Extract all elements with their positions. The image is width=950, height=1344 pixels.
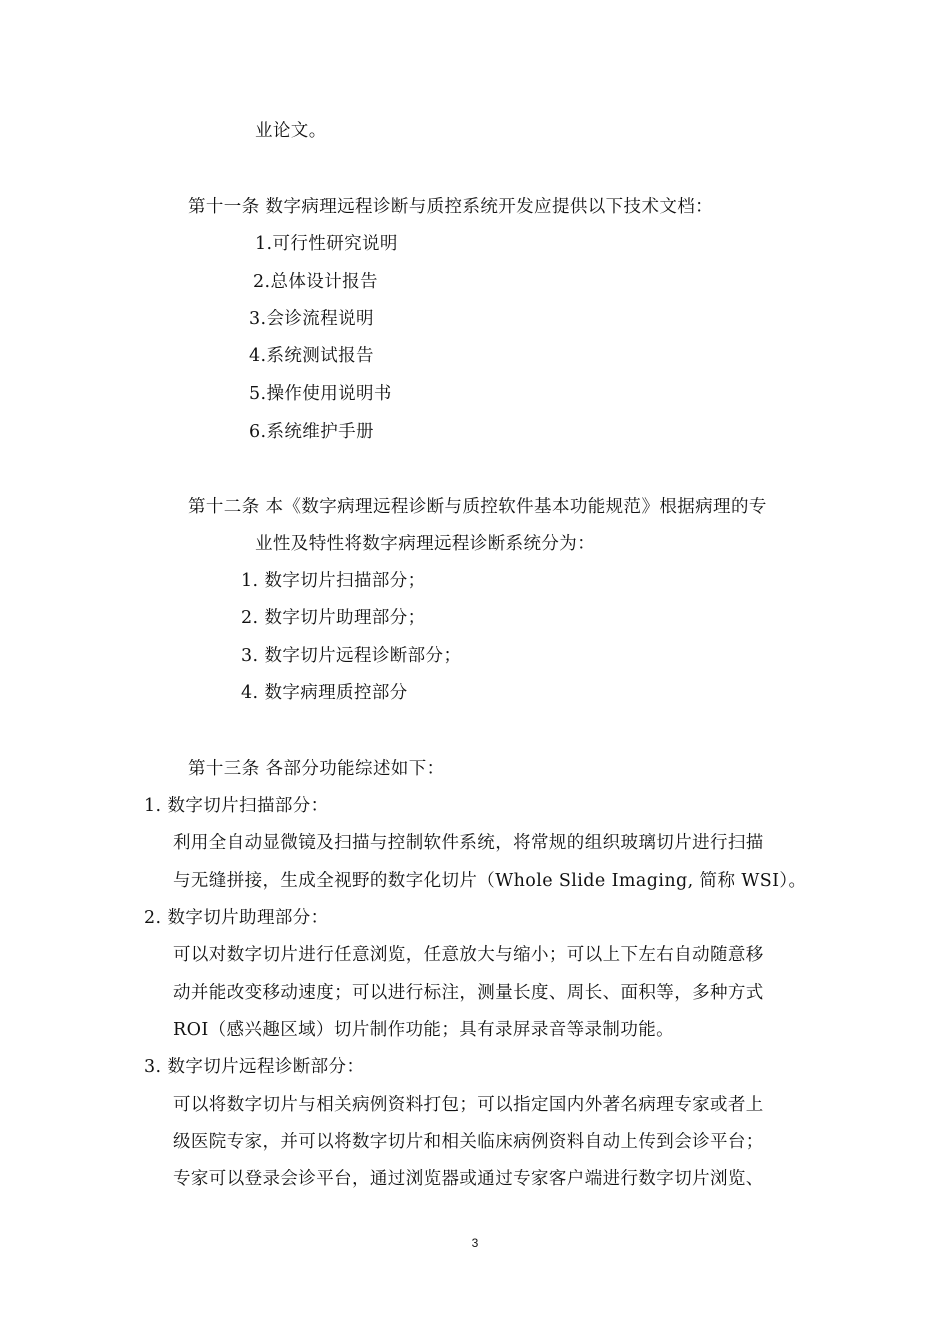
list-item: 1.可行性研究说明	[255, 234, 398, 254]
page-number: 3	[471, 1236, 479, 1250]
text-line: 级医院专家，并可以将数字切片和相关临床病例资料自动上传到会诊平台；	[173, 1132, 764, 1152]
article-11-heading: 第十一条 数字病理远程诊断与质控系统开发应提供以下技术文档：	[188, 197, 714, 217]
list-item: 6.系统维护手册	[249, 422, 374, 442]
list-item: 2.总体设计报告	[253, 272, 378, 292]
list-item: 3. 数字切片远程诊断部分；	[241, 646, 462, 666]
text-line: ROI（感兴趣区域）切片制作功能；具有录屏录音等录制功能。	[173, 1020, 675, 1040]
text-line: 业性及特性将数字病理远程诊断系统分为：	[255, 534, 596, 554]
list-item: 4.系统测试报告	[249, 346, 374, 366]
section-heading: 2. 数字切片助理部分：	[144, 908, 329, 928]
list-item: 4. 数字病理质控部分	[241, 683, 408, 703]
text-line: 专家可以登录会诊平台，通过浏览器或通过专家客户端进行数字切片浏览、	[173, 1169, 764, 1189]
article-13-heading: 第十三条 各部分功能综述如下：	[188, 759, 445, 779]
list-item: 3.会诊流程说明	[249, 309, 374, 329]
list-item: 5.操作使用说明书	[249, 384, 392, 404]
list-item: 1. 数字切片扫描部分；	[241, 571, 426, 591]
article-12-heading: 第十二条 本《数字病理远程诊断与质控软件基本功能规范》根据病理的专	[188, 497, 767, 517]
text-line: 业论文。	[255, 121, 327, 141]
list-item: 2. 数字切片助理部分；	[241, 608, 426, 628]
section-heading: 1. 数字切片扫描部分：	[144, 796, 329, 816]
text-line: 与无缝拼接，生成全视野的数字化切片（Whole Slide Imaging, 简称 WSI）。	[173, 871, 807, 891]
text-line: 可以对数字切片进行任意浏览，任意放大与缩小；可以上下左右自动随意移	[173, 945, 764, 965]
text-line: 利用全自动显微镜及扫描与控制软件系统，将常规的组织玻璃切片进行扫描	[173, 833, 764, 853]
section-heading: 3. 数字切片远程诊断部分：	[144, 1057, 365, 1077]
text-line: 可以将数字切片与相关病例资料打包；可以指定国内外著名病理专家或者上	[173, 1095, 764, 1115]
text-line: 动并能改变移动速度；可以进行标注，测量长度、周长、面积等，多种方式	[173, 983, 764, 1003]
